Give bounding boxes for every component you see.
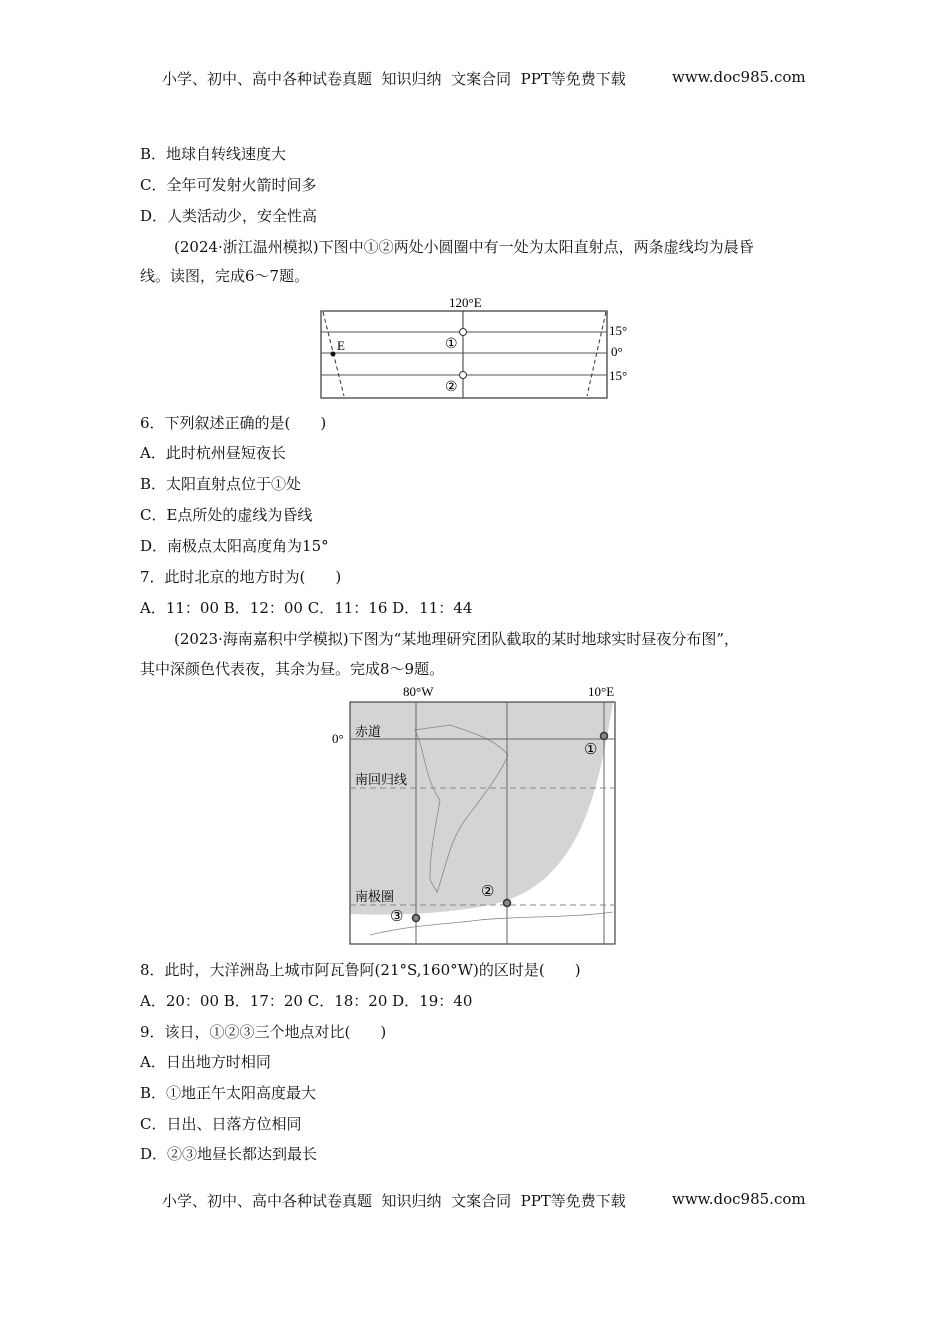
q9-option-d: D．②③地昼长都达到最长 <box>140 1145 318 1163</box>
q6-option-b: B．太阳直射点位于①处 <box>140 475 302 493</box>
circle-2-label: ② <box>445 380 458 395</box>
lon-label: 80°W <box>403 684 434 699</box>
header-text: 小学、初中、高中各种试卷真题 知识归纳 文案合同 PPT等免费下载 <box>162 70 626 88</box>
tropic-label: 南回归线 <box>355 772 408 787</box>
lat-label: 15° <box>609 323 628 338</box>
intro-text: 线。读图，完成6～7题。 <box>140 267 310 285</box>
antarctic-label: 南极圈 <box>355 889 395 904</box>
point-e-marker <box>331 352 336 357</box>
point-3-label: ③ <box>390 909 404 925</box>
page-header <box>162 68 806 89</box>
lon-label: 10°E <box>588 684 615 699</box>
point-e-label: E <box>337 338 345 353</box>
option-b: B．地球自转线速度大 <box>140 145 287 163</box>
lat-label: 0° <box>332 731 344 746</box>
option-c: C．全年可发射火箭时间多 <box>140 176 317 194</box>
day-night-map <box>330 680 630 950</box>
circle-1-label: ① <box>445 337 458 352</box>
q8-options: A．20：00 B．17：20 C．18：20 D．19：40 <box>140 992 473 1010</box>
point-2-label: ② <box>481 884 495 900</box>
q6-option-c: C．E点所处的虚线为昏线 <box>140 506 313 524</box>
q9-option-c: C．日出、日落方位相同 <box>140 1115 302 1133</box>
footer-url: www.doc985.com <box>672 1190 806 1208</box>
q9-option-b: B．①地正午太阳高度最大 <box>140 1084 317 1102</box>
q6-option-d: D．南极点太阳高度角为15° <box>140 537 329 555</box>
intro-text: (2024·浙江温州模拟)下图中①②两处小圆圈中有一处为太阳直射点，两条虚线均为晨昏 <box>174 238 754 256</box>
header-url: www.doc985.com <box>672 68 806 86</box>
q7-options: A．11：00 B．12：00 C．11：16 D．11：44 <box>140 599 473 617</box>
meridian-label: 120°E <box>449 295 482 310</box>
equator-label: 赤道 <box>355 724 382 739</box>
intro-text: (2023·海南嘉积中学模拟)下图为“某地理研究团队截取的某时地球实时昼夜分布图”， <box>174 630 739 648</box>
lat-label: 15° <box>609 368 628 383</box>
lat-label: 0° <box>611 344 623 359</box>
q6-option-a: A．此时杭州昼短夜长 <box>140 444 286 462</box>
question-9: 9．该日，①②③三个地点对比( ) <box>140 1023 387 1041</box>
page-footer <box>162 1190 806 1211</box>
terminator-diagram <box>310 290 650 405</box>
question-7: 7．此时北京的地方时为( ) <box>140 568 342 586</box>
question-6: 6．下列叙述正确的是( ) <box>140 414 327 432</box>
question-8: 8．此时，大洋洲岛上城市阿瓦鲁阿(21°S,160°W)的区时是( ) <box>140 961 581 979</box>
option-d: D．人类活动少，安全性高 <box>140 207 318 225</box>
intro-text: 其中深颜色代表夜，其余为昼。完成8～9题。 <box>140 660 445 678</box>
q9-option-a: A．日出地方时相同 <box>140 1053 271 1071</box>
footer-text: 小学、初中、高中各种试卷真题 知识归纳 文案合同 PPT等免费下载 <box>162 1192 626 1210</box>
point-1-label: ① <box>584 742 598 758</box>
